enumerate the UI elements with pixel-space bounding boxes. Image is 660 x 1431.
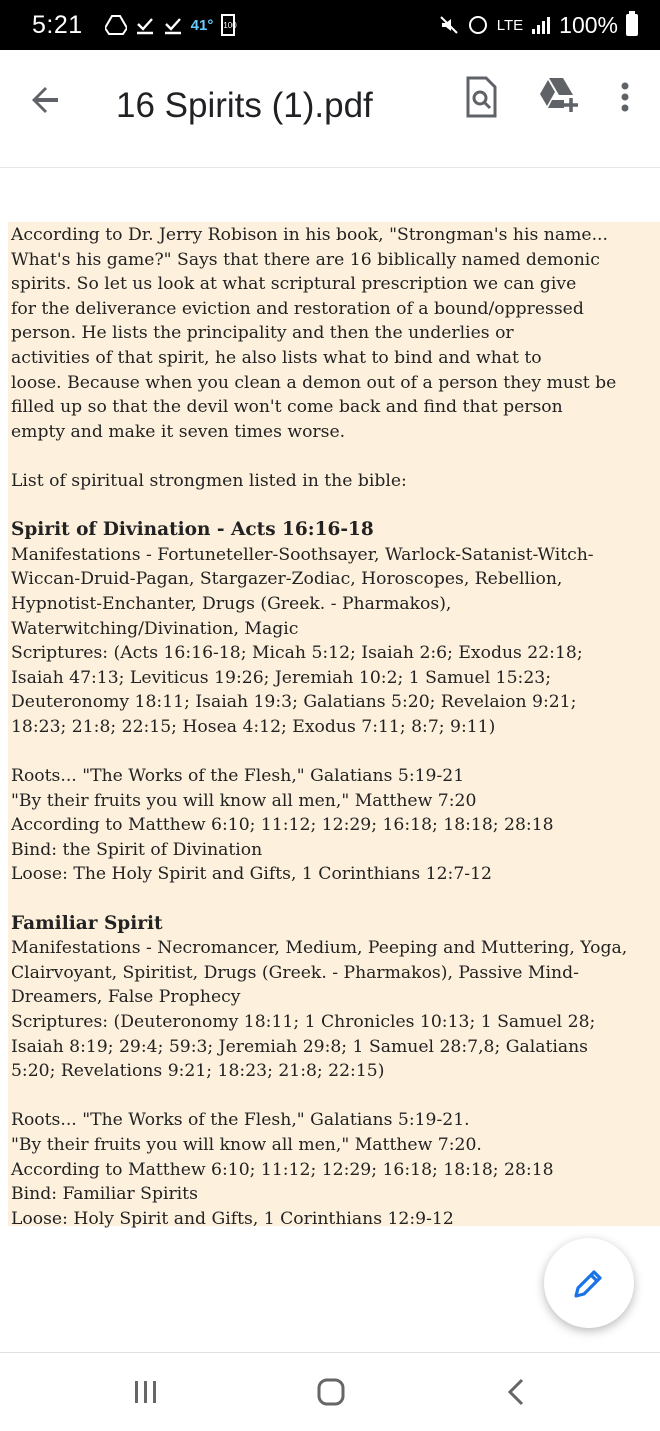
edit-fab-button[interactable]: [544, 1238, 634, 1328]
back-button[interactable]: [22, 76, 70, 124]
add-to-drive-button[interactable]: [534, 72, 580, 118]
status-system-icons: [439, 12, 638, 39]
home-button[interactable]: [314, 1375, 348, 1409]
nav-back-button[interactable]: [502, 1375, 532, 1409]
back-arrow-icon: [22, 76, 70, 124]
signal-icon: [531, 16, 551, 34]
section-scriptures: Scriptures: (Acts 16:16-18; Micah 5:12; Isaiah 2:6; Exodus 22:18; Isaiah 47:13; Leviticus 19:26; Jeremiah 10:2; 1 Samuel 15:23; Deuteronomy 18:11; Isaiah 19:3; Galatians 5:20; Revelaion 9:21; 18:23; 21:8; 22:15; Hosea 4:12; Exodus 7:11; 8:7; 9:11): [11, 643, 583, 737]
home-icon: [314, 1375, 348, 1409]
download-done-icon-2: [163, 15, 183, 35]
status-bar: [0, 0, 660, 50]
find-in-page-icon: [458, 74, 504, 120]
section-roots: Roots... "The Works of the Flesh," Galatians 5:19-21 "By their fruits you will know all men," Matthew 7:20 According to Matthew 6:10; 11:12; 12:29; 16:18; 18:18; 28:18: [11, 766, 554, 836]
section-heading-familiar: Familiar Spirit: [11, 912, 163, 934]
section-scriptures: Scriptures: (Deuteronomy 18:11; 1 Chronicles 10:13; 1 Samuel 28; Isaiah 8:19; 29:4; 59:3; Jeremiah 29:8; 1 Samuel 28:7,8; Galatians 5:20; Revelations 9:21; 18:23; 21:8; 22:15): [11, 1012, 596, 1082]
add-to-drive-icon: [534, 72, 580, 118]
section-manifestations: Manifestations - Fortuneteller-Soothsayer, Warlock-Satanist-Witch- Wiccan-Druid-Pagan, Stargazer-Zodiac, Horoscopes, Rebellion, Hypnotist-Enchanter, Drugs (Greek. - Pharmakos), Waterwitching/Divination, Magic: [11, 544, 594, 639]
find-in-page-button[interactable]: [458, 74, 504, 120]
section-heading-divination: Spirit of Divination - Acts 16:16-18: [11, 519, 374, 541]
back-icon: [502, 1375, 532, 1409]
pdf-page: [8, 222, 660, 1229]
volte-icon: [467, 15, 489, 35]
section-manifestations: Manifestations - Necromancer, Medium, Peeping and Muttering, Yoga, Clairvoyant, Spiritist, Drugs (Greek. - Pharmakos), Passive Mind- Dreamers, False Prophecy: [11, 938, 628, 1008]
weather-temperature: 41°: [190, 16, 214, 34]
section-loose: Loose: The Holy Spirit and Gifts, 1 Corinthians 12:7-12: [11, 864, 492, 885]
section-loose: Loose: Holy Spirit and Gifts, 1 Corinthians 12:9-12: [11, 1208, 454, 1229]
more-vert-icon: [608, 74, 642, 120]
document-title: 16 Spirits (1).pdf: [116, 86, 373, 125]
app-bar: [0, 50, 660, 168]
battery-percent: 100%: [559, 11, 618, 38]
system-nav-bar: [0, 1352, 660, 1431]
network-type: LTE: [496, 16, 524, 34]
section-roots: Roots... "The Works of the Flesh," Galatians 5:19-21. "By their fruits you will know all men," Matthew 7:20. According to Matthew 6:10; 11:12; 12:29; 16:18; 18:18; 28:18: [11, 1110, 554, 1180]
recents-icon: [130, 1377, 162, 1407]
edit-pencil-icon: [572, 1266, 606, 1300]
section-bind: Bind: the Spirit of Divination: [11, 839, 263, 860]
section-bind: Bind: Familiar Spirits: [11, 1184, 198, 1205]
list-heading: List of spiritual strongmen listed in the bible:: [11, 470, 407, 491]
drive-notification-icon: [105, 15, 127, 35]
status-time: 5:21: [32, 10, 83, 39]
battery-icon: [626, 14, 638, 36]
intro-paragraph: According to Dr. Jerry Robison in his book, "Strongman's his name... What's his game?" Says that there are 16 biblically named demonic spirits. So let us look at what scriptural prescription we can give for the deliverance eviction and restoration of a bound/oppressed person. He lists the principality and then the underlies or activities of that spirit, he also lists what to bind and what to loose. Because when you clean a demon out of a person they must be filled up so that the devil won't come back and find that person empty and make it seven times worse.: [11, 225, 617, 442]
small-battery-icon: 100: [221, 14, 235, 36]
recents-button[interactable]: [130, 1377, 162, 1407]
mute-icon: [439, 15, 459, 35]
more-options-button[interactable]: [608, 74, 642, 120]
download-done-icon: [135, 15, 155, 35]
status-notification-icons: [105, 14, 236, 36]
